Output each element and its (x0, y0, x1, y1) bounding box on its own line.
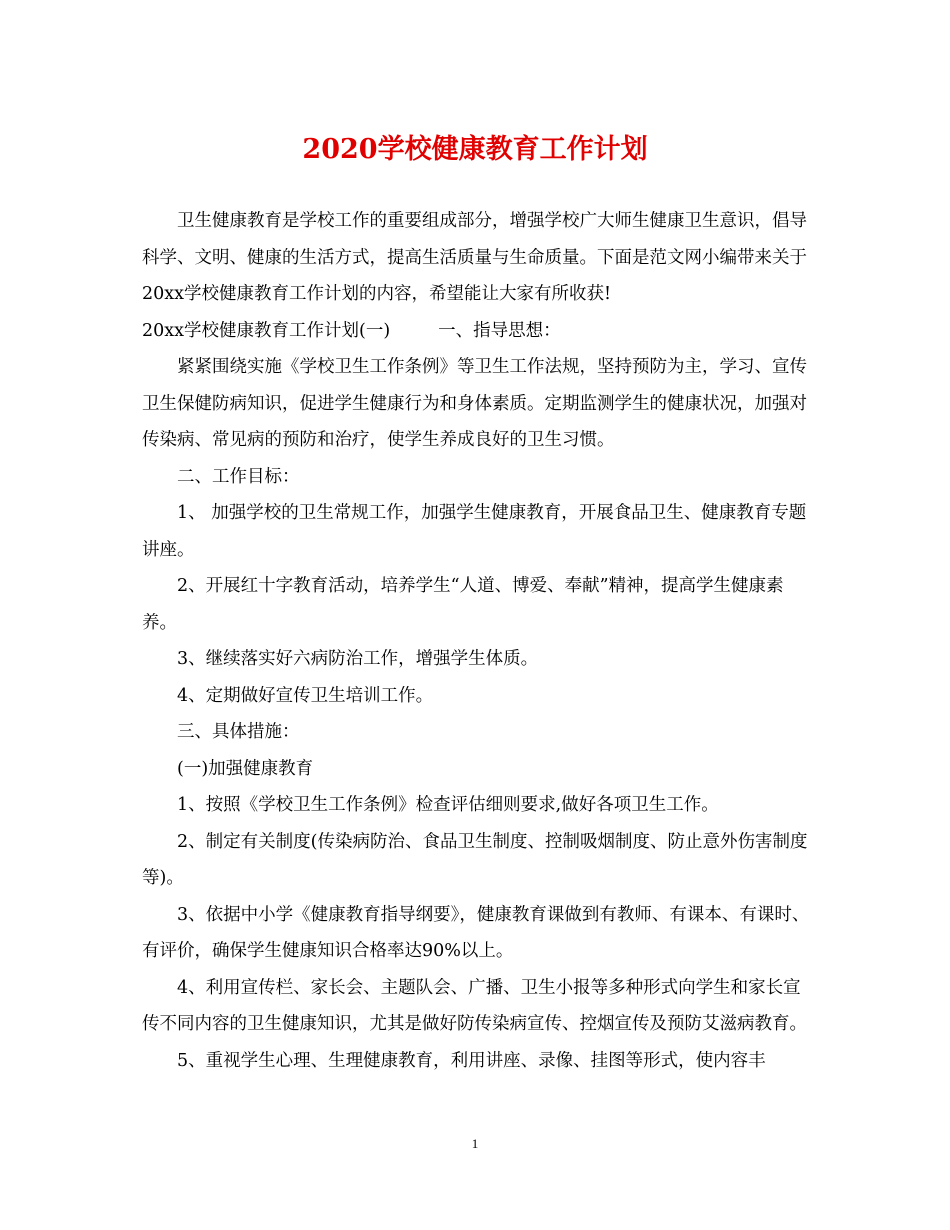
section-heading-measures: 三、具体措施： (177, 722, 300, 742)
page-number: 1 (471, 1136, 479, 1151)
document-body (142, 203, 810, 1079)
list-item-measure-5: 5、重视学生心理、生理健康教育，利用讲座、录像、挂图等形式，使内容丰 (177, 1050, 766, 1071)
list-item-goal-3: 3、继续落实好六病防治工作，增强学生体质。 (177, 649, 539, 669)
subsection-heading-health-education: (一)加强健康教育 (177, 758, 314, 779)
paragraph-intro: 卫生健康教育是学校工作的重要组成部分，增强学校广大师生健康卫生意识，倡导科学、文明、健康的生活方式，提高生活质量与生命质量。下面是范文网小编带来关于20xx学校健康教育工作计划的内容，希望能让大家有所收获! (142, 211, 807, 304)
list-item-measure-1: 1、按照《学校卫生工作条例》检查评估细则要求,做好各项卫生工作。 (177, 795, 719, 815)
list-item-measure-4: 4、利用宣传栏、家长会、主题队会、广播、卫生小报等多种形式向学生和家长宣传不同内容的卫生健康知识，尤其是做好防传染病宣传、控烟宣传及预防艾滋病教育。 (142, 977, 807, 1034)
list-item-goal-1: 1、 加强学校的卫生常规工作，加强学生健康教育，开展食品卫生、健康教育专题讲座。 (142, 503, 807, 560)
plan-subtitle: 20xx学校健康教育工作计划(一) (142, 320, 391, 341)
list-item-measure-2: 2、制定有关制度(传染病防治、食品卫生制度、控制吸烟制度、防止意外伤害制度等)。 (142, 831, 808, 888)
list-item-goal-2: 2、开展红十字教育活动，培养学生“人道、博爱、奉献”精神，提高学生健康素养。 (142, 576, 784, 633)
section-heading-goals: 二、工作目标： (177, 466, 300, 487)
list-item-measure-3: 3、依据中小学《健康教育指导纲要》，健康教育课做到有教师、有课本、有课时、有评价，确保学生健康知识合格率达90%以上。 (142, 904, 810, 961)
list-item-goal-4: 4、定期做好宣传卫生培训工作。 (177, 685, 434, 706)
section-heading-line (142, 313, 810, 350)
document-title: 2020学校健康教育工作计划 (302, 134, 648, 165)
paragraph-guiding-ideology: 紧紧围绕实施《学校卫生工作条例》等卫生工作法规，坚持预防为主，学习、宣传卫生保健防病知识，促进学生健康行为和身体素质。定期监测学生的健康状况，加强对传染病、常见病的预防和治疗，使学生养成良好的卫生习惯。 (142, 357, 807, 450)
section-heading-guiding-ideology: 一、指导思想： (438, 320, 561, 341)
